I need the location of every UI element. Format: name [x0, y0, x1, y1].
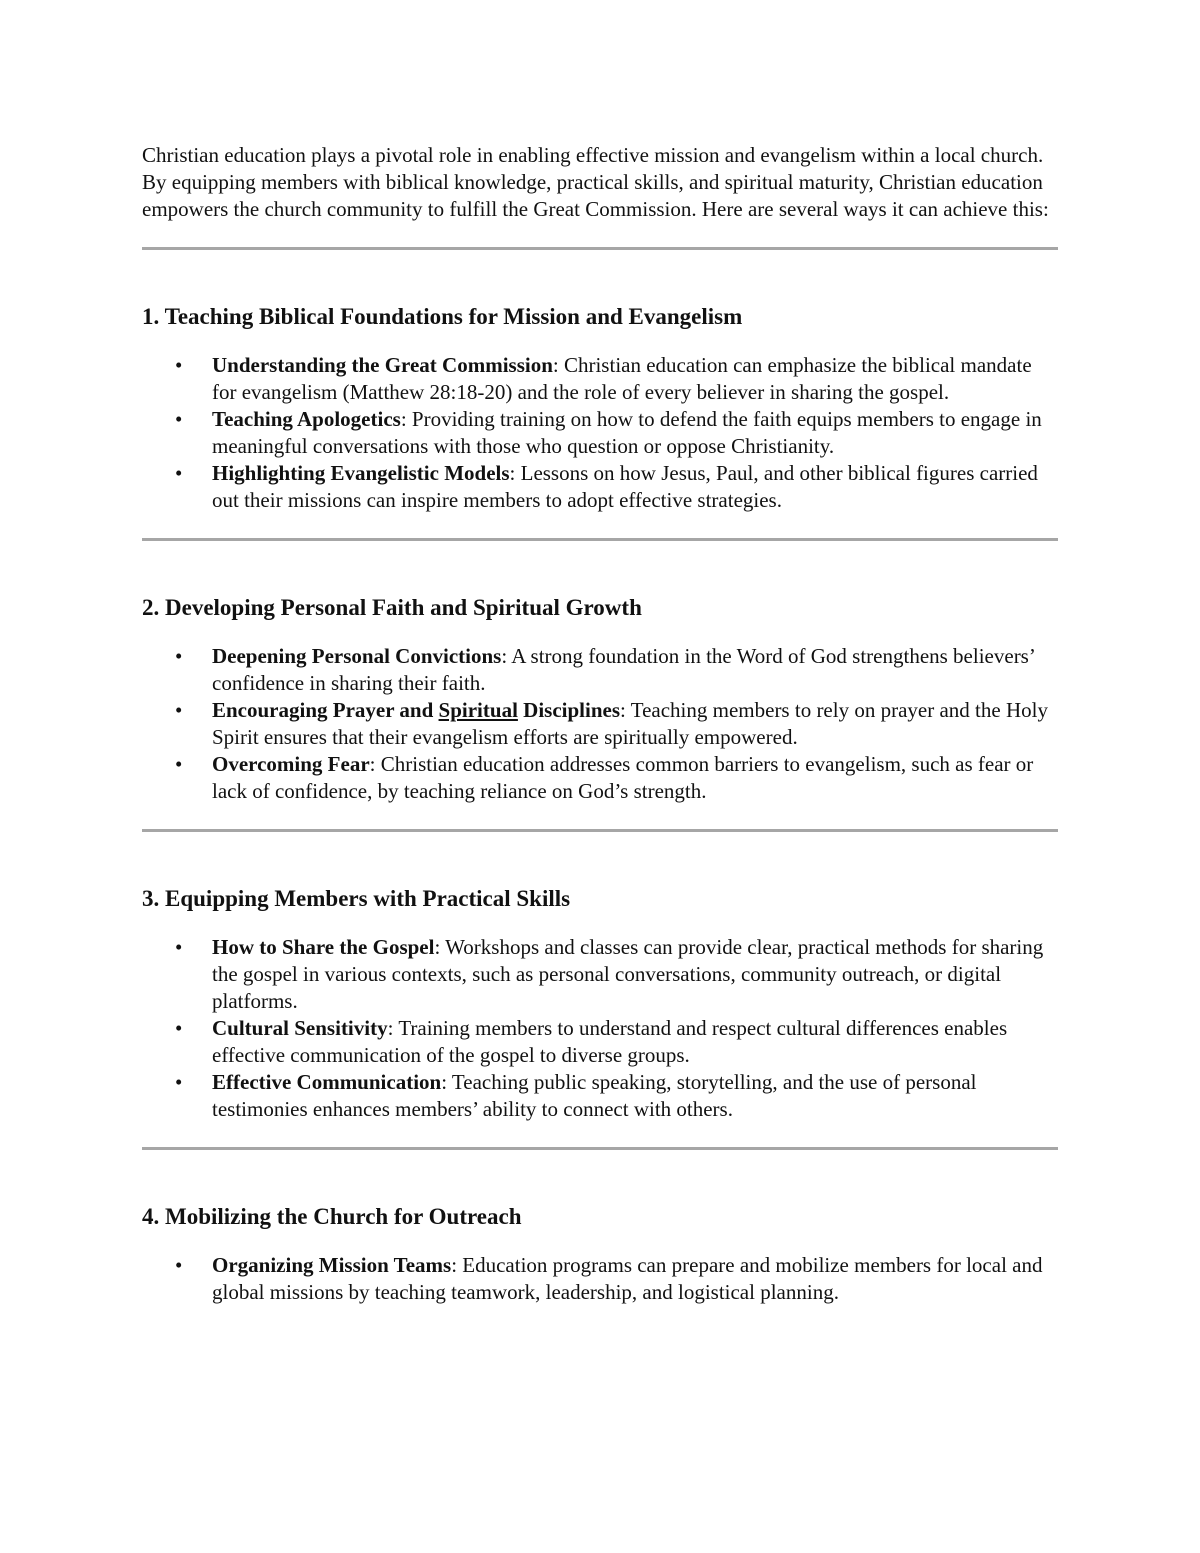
- section-1-list: [142, 352, 1058, 514]
- item-term: How to Share the Gospel: [212, 935, 435, 959]
- item-text: : Lessons on how Jesus, Paul, and other biblical figures carried out their missions can inspire members to adopt effective strategies.: [212, 461, 1038, 512]
- section-2-list: [142, 643, 1058, 805]
- item-term: Effective Communication: [212, 1070, 442, 1094]
- item-term: Teaching Apologetics: [212, 407, 401, 431]
- list-item: [142, 460, 1058, 514]
- item-text: : Providing training on how to defend the faith equips members to engage in meaningful conversations with those who question or oppose Christianity.: [212, 407, 1042, 458]
- item-term: [212, 698, 620, 722]
- bullet-icon: •: [175, 461, 183, 485]
- bullet-icon: •: [175, 407, 183, 431]
- item-term-part: Encouraging Prayer and: [212, 698, 439, 722]
- list-item: [142, 1252, 1058, 1306]
- section-divider: [142, 538, 1058, 541]
- item-text: : Education programs can prepare and mobilize members for local and global missions by teaching teamwork, leadership, and logistical planning.: [212, 1253, 1043, 1304]
- section-divider: [142, 247, 1058, 250]
- bullet-icon: •: [175, 698, 183, 722]
- list-item: [142, 697, 1058, 751]
- section-3-list: [142, 934, 1058, 1123]
- bullet-icon: •: [175, 644, 183, 668]
- item-text: : Teaching members to rely on prayer and the Holy Spirit ensures that their evangelism efforts are spiritually empowered.: [212, 698, 1048, 749]
- item-term: Cultural Sensitivity: [212, 1016, 388, 1040]
- bullet-icon: •: [175, 353, 183, 377]
- list-item: [142, 406, 1058, 460]
- item-text: : Christian education can emphasize the biblical mandate for evangelism (Matthew 28:18-20) and the role of every believer in sharing the gospel.: [212, 353, 1032, 404]
- bullet-icon: •: [175, 935, 183, 959]
- item-term: Overcoming Fear: [212, 752, 370, 776]
- bullet-icon: •: [175, 1016, 183, 1040]
- document-page: [142, 142, 1058, 1306]
- item-term-underlined: Spiritual: [438, 698, 518, 722]
- list-item: [142, 643, 1058, 697]
- bullet-icon: •: [175, 1253, 183, 1277]
- item-term: Highlighting Evangelistic Models: [212, 461, 510, 485]
- section-divider: [142, 829, 1058, 832]
- item-text: : Christian education addresses common barriers to evangelism, such as fear or lack of confidence, by teaching reliance on God’s strength.: [212, 752, 1034, 803]
- item-term-part: Disciplines: [517, 698, 621, 722]
- intro-paragraph: Christian education plays a pivotal role in enabling effective mission and evangelism within a local church. By equipping members with biblical knowledge, practical skills, and spiritual maturity, Christian education empowers the church community to fulfill the Great Commission. Here are several ways it can achieve this:: [142, 143, 1049, 221]
- item-term: Understanding the Great Commission: [212, 353, 553, 377]
- section-heading-4: 4. Mobilizing the Church for Outreach: [142, 1204, 522, 1229]
- section-heading-2: 2. Developing Personal Faith and Spiritual Growth: [142, 595, 642, 620]
- item-text: : Workshops and classes can provide clear, practical methods for sharing the gospel in various contexts, such as personal conversations, community outreach, or digital platforms.: [212, 935, 1044, 1013]
- item-term: Deepening Personal Convictions: [212, 644, 502, 668]
- item-text: : Teaching public speaking, storytelling, and the use of personal testimonies enhances members’ ability to connect with others.: [212, 1070, 977, 1121]
- list-item: [142, 1069, 1058, 1123]
- list-item: [142, 751, 1058, 805]
- list-item: [142, 1015, 1058, 1069]
- item-text: : Training members to understand and respect cultural differences enables effective communication of the gospel to diverse groups.: [212, 1016, 1008, 1067]
- section-divider: [142, 1147, 1058, 1150]
- section-heading-1: 1. Teaching Biblical Foundations for Mission and Evangelism: [142, 304, 743, 329]
- list-item: [142, 934, 1058, 1015]
- bullet-icon: •: [175, 1070, 183, 1094]
- section-4-list: [142, 1252, 1058, 1306]
- list-item: [142, 352, 1058, 406]
- bullet-icon: •: [175, 752, 183, 776]
- section-heading-3: 3. Equipping Members with Practical Skills: [142, 886, 571, 911]
- item-text: : A strong foundation in the Word of God strengthens believers’ confidence in sharing their faith.: [212, 644, 1035, 695]
- item-term: Organizing Mission Teams: [212, 1253, 452, 1277]
